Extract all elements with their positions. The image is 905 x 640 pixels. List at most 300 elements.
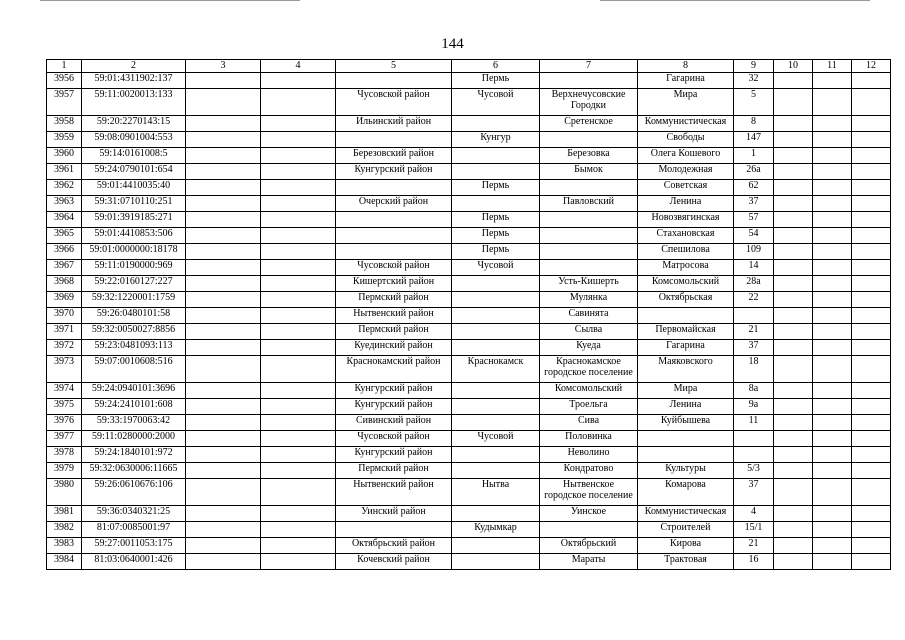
column-header: 10 (774, 60, 813, 73)
table-cell (852, 415, 891, 431)
column-header: 12 (852, 60, 891, 73)
table-cell (852, 292, 891, 308)
table-cell (852, 308, 891, 324)
table-cell (186, 180, 261, 196)
table-cell (813, 324, 852, 340)
table-cell (813, 292, 852, 308)
table-cell (452, 116, 540, 132)
table-cell (261, 431, 336, 447)
table-cell (774, 180, 813, 196)
table-cell (186, 431, 261, 447)
table-cell (774, 340, 813, 356)
header-row (47, 60, 891, 73)
table-row (47, 522, 891, 538)
table-cell (261, 132, 336, 148)
table-cell: Комсомольский (638, 276, 734, 292)
table-cell (336, 132, 452, 148)
table-cell (813, 73, 852, 89)
table-cell: 22 (734, 292, 774, 308)
table-cell: 3961 (47, 164, 82, 180)
table-cell (261, 228, 336, 244)
table-cell: 3958 (47, 116, 82, 132)
table-cell: Куйбышева (638, 415, 734, 431)
table-cell (261, 196, 336, 212)
table-cell (261, 276, 336, 292)
table-cell: 37 (734, 196, 774, 212)
table-cell (540, 260, 638, 276)
table-cell (186, 340, 261, 356)
table-cell: 3966 (47, 244, 82, 260)
table-cell (852, 260, 891, 276)
table-cell (540, 228, 638, 244)
table-cell (852, 116, 891, 132)
table-cell (540, 212, 638, 228)
table-cell (774, 554, 813, 570)
table-cell: 3977 (47, 431, 82, 447)
table-cell (452, 196, 540, 212)
table-cell: 8 (734, 116, 774, 132)
table-row (47, 554, 891, 570)
table-cell (261, 447, 336, 463)
table-cell (261, 148, 336, 164)
table-cell (852, 447, 891, 463)
table-row (47, 244, 891, 260)
table-cell (852, 356, 891, 383)
table-cell: 1 (734, 148, 774, 164)
table-cell (452, 324, 540, 340)
table-cell (261, 479, 336, 506)
table-cell (452, 538, 540, 554)
table-cell (813, 276, 852, 292)
table-cell (774, 324, 813, 340)
table-cell (261, 180, 336, 196)
table-cell (452, 463, 540, 479)
table-cell (774, 89, 813, 116)
table-cell: Березовка (540, 148, 638, 164)
table-row (47, 260, 891, 276)
table-cell (261, 383, 336, 399)
table-row (47, 463, 891, 479)
table-cell: 3975 (47, 399, 82, 415)
table-row (47, 148, 891, 164)
table-cell (186, 116, 261, 132)
table-row (47, 356, 891, 383)
column-header: 7 (540, 60, 638, 73)
table-cell (813, 244, 852, 260)
table-cell (774, 308, 813, 324)
table-cell (813, 554, 852, 570)
table-cell (186, 148, 261, 164)
table-cell (186, 196, 261, 212)
table-cell: Чусовской район (336, 260, 452, 276)
table-cell: Ильинский район (336, 116, 452, 132)
table-cell: Сретенское (540, 116, 638, 132)
table-cell (852, 244, 891, 260)
table-cell: 59:01:4410853:506 (82, 228, 186, 244)
table-cell: Спешилова (638, 244, 734, 260)
table-cell (452, 415, 540, 431)
table-cell: Мира (638, 383, 734, 399)
table-cell (261, 212, 336, 228)
table-row (47, 180, 891, 196)
table-cell: 15/1 (734, 522, 774, 538)
table-cell (774, 506, 813, 522)
table-cell: 81:03:0640001:426 (82, 554, 186, 570)
table-cell: 14 (734, 260, 774, 276)
table-cell (774, 212, 813, 228)
table-cell: 59:26:0610676:106 (82, 479, 186, 506)
table-cell (813, 308, 852, 324)
table-cell (774, 447, 813, 463)
page-number: 144 (441, 36, 464, 52)
table-cell: 59:26:0480101:58 (82, 308, 186, 324)
table-cell (261, 260, 336, 276)
table-cell: 3981 (47, 506, 82, 522)
table-cell (813, 228, 852, 244)
table-cell (774, 148, 813, 164)
table-cell: Октябрьский (540, 538, 638, 554)
table-cell (734, 308, 774, 324)
table-cell: Мулянка (540, 292, 638, 308)
table-cell (813, 340, 852, 356)
table-cell (774, 116, 813, 132)
table-cell (336, 180, 452, 196)
table-cell: 9а (734, 399, 774, 415)
table-cell: 59:24:1840101:972 (82, 447, 186, 463)
table-cell: Пермский район (336, 324, 452, 340)
table-cell: 59:23:0481093:113 (82, 340, 186, 356)
table-cell: Краснокамск (452, 356, 540, 383)
table-cell: 3962 (47, 180, 82, 196)
table-cell (186, 463, 261, 479)
table-cell: 59:07:0010608:516 (82, 356, 186, 383)
table-cell (186, 538, 261, 554)
table-cell: Советская (638, 180, 734, 196)
table-cell (813, 356, 852, 383)
table-cell (261, 554, 336, 570)
table-cell: Уинское (540, 506, 638, 522)
table-cell (852, 89, 891, 116)
table-cell: Сылва (540, 324, 638, 340)
table-row (47, 324, 891, 340)
table-cell (774, 260, 813, 276)
table-row (47, 447, 891, 463)
table-cell: 5/3 (734, 463, 774, 479)
table-row (47, 132, 891, 148)
table-cell (261, 89, 336, 116)
table-cell: Пермь (452, 73, 540, 89)
table-cell (813, 431, 852, 447)
table-cell (852, 148, 891, 164)
table-cell (813, 538, 852, 554)
table-cell (540, 132, 638, 148)
table-cell: Матросова (638, 260, 734, 276)
table-cell (852, 196, 891, 212)
table-row (47, 399, 891, 415)
table-cell (540, 180, 638, 196)
table-row (47, 292, 891, 308)
table-cell (261, 73, 336, 89)
table-cell: 59:01:4410035:40 (82, 180, 186, 196)
table-cell (261, 399, 336, 415)
table-cell: Кунгурский район (336, 399, 452, 415)
table-cell: 59:31:0710110:251 (82, 196, 186, 212)
table-cell: Комарова (638, 479, 734, 506)
table-cell (186, 212, 261, 228)
table-cell: Пермь (452, 180, 540, 196)
table-cell: 3969 (47, 292, 82, 308)
table-cell (813, 116, 852, 132)
table-cell: Сивинский район (336, 415, 452, 431)
table-cell (186, 324, 261, 340)
table-cell: 81:07:0085001:97 (82, 522, 186, 538)
table-cell: Молодежная (638, 164, 734, 180)
table-cell (452, 276, 540, 292)
table-cell: 59:32:1220001:1759 (82, 292, 186, 308)
table-cell (774, 292, 813, 308)
table-cell (852, 73, 891, 89)
table-cell (813, 180, 852, 196)
table-cell: 147 (734, 132, 774, 148)
table-cell: Сива (540, 415, 638, 431)
table-cell: Пермь (452, 228, 540, 244)
column-header: 9 (734, 60, 774, 73)
table-cell: 3983 (47, 538, 82, 554)
scan-top-line-right (600, 0, 870, 1)
table-cell: 59:01:3919185:271 (82, 212, 186, 228)
table-cell: Савинята (540, 308, 638, 324)
table-cell: 59:36:0340321:25 (82, 506, 186, 522)
table-cell (261, 506, 336, 522)
table-cell (774, 522, 813, 538)
table-cell (813, 522, 852, 538)
table-cell: Свободы (638, 132, 734, 148)
table-cell (540, 244, 638, 260)
table-cell: 3972 (47, 340, 82, 356)
table-row (47, 276, 891, 292)
table-cell (852, 180, 891, 196)
table-cell: 59:20:2270143:15 (82, 116, 186, 132)
table-cell: 3960 (47, 148, 82, 164)
table-cell (261, 116, 336, 132)
table-cell: 59:24:0940101:3696 (82, 383, 186, 399)
table-cell (852, 132, 891, 148)
table-cell (540, 73, 638, 89)
table-row (47, 479, 891, 506)
table-row (47, 308, 891, 324)
table-cell (774, 228, 813, 244)
table-cell (852, 538, 891, 554)
table-cell: 59:11:0280000:2000 (82, 431, 186, 447)
table-cell: Новозвягинская (638, 212, 734, 228)
table-cell (261, 415, 336, 431)
table-cell: Березовский район (336, 148, 452, 164)
table-cell: 3984 (47, 554, 82, 570)
table-cell: 3979 (47, 463, 82, 479)
table-cell (774, 431, 813, 447)
table-cell: Комсомольский (540, 383, 638, 399)
table-cell (813, 89, 852, 116)
table-cell (638, 431, 734, 447)
table-cell: 21 (734, 538, 774, 554)
table-cell: Мараты (540, 554, 638, 570)
column-header: 3 (186, 60, 261, 73)
table-cell (734, 431, 774, 447)
table-cell: Павловский (540, 196, 638, 212)
table-row (47, 431, 891, 447)
table-row (47, 212, 891, 228)
table-cell: 57 (734, 212, 774, 228)
table-cell (774, 415, 813, 431)
table-cell (186, 415, 261, 431)
table-cell: 3978 (47, 447, 82, 463)
table-cell: Октябрьский район (336, 538, 452, 554)
table-cell: 59:11:0190000:969 (82, 260, 186, 276)
table-cell (852, 164, 891, 180)
table-cell (852, 522, 891, 538)
table-cell: Мира (638, 89, 734, 116)
table-cell: Пермь (452, 212, 540, 228)
column-header: 2 (82, 60, 186, 73)
table-cell: 3968 (47, 276, 82, 292)
table-cell: 59:22:0160127:227 (82, 276, 186, 292)
scan-top-line-left (40, 0, 300, 1)
table-cell (261, 164, 336, 180)
table-cell: 59:24:0790101:654 (82, 164, 186, 180)
table-cell (261, 324, 336, 340)
table-cell: Чусовой (452, 260, 540, 276)
table-cell (774, 463, 813, 479)
table-cell (261, 538, 336, 554)
table-cell: Чусовской район (336, 89, 452, 116)
table-cell: 28а (734, 276, 774, 292)
column-header: 4 (261, 60, 336, 73)
table-cell: Первомайская (638, 324, 734, 340)
table-cell: 3980 (47, 479, 82, 506)
table-cell: Уинский район (336, 506, 452, 522)
table-cell: 59:11:0020013:133 (82, 89, 186, 116)
table-cell: Олега Кошевого (638, 148, 734, 164)
table-cell: 3982 (47, 522, 82, 538)
table-cell: Ленина (638, 399, 734, 415)
table-cell (186, 132, 261, 148)
table-cell (186, 522, 261, 538)
table-cell: 5 (734, 89, 774, 116)
table-cell: 109 (734, 244, 774, 260)
table-cell (638, 308, 734, 324)
table-body (47, 73, 891, 570)
table-cell: 3959 (47, 132, 82, 148)
table-cell (336, 212, 452, 228)
table-cell (774, 132, 813, 148)
table-cell: 3973 (47, 356, 82, 383)
table-cell: 3976 (47, 415, 82, 431)
table-cell (452, 148, 540, 164)
table-cell: 59:32:0630006:11665 (82, 463, 186, 479)
table-cell (186, 399, 261, 415)
table-cell: Кишертский район (336, 276, 452, 292)
table-cell (186, 244, 261, 260)
table-cell: 59:33:1970063:42 (82, 415, 186, 431)
table-cell (852, 506, 891, 522)
table-cell (813, 132, 852, 148)
table-cell (186, 89, 261, 116)
table-row (47, 89, 891, 116)
table-cell (452, 399, 540, 415)
table-cell (813, 383, 852, 399)
table-cell (186, 228, 261, 244)
table-cell (774, 276, 813, 292)
table-cell (186, 356, 261, 383)
column-header: 6 (452, 60, 540, 73)
table-row (47, 415, 891, 431)
table-cell: Краснокамский район (336, 356, 452, 383)
table-cell (813, 506, 852, 522)
table-cell: Коммунистическая (638, 116, 734, 132)
table-cell (852, 228, 891, 244)
table-cell (186, 447, 261, 463)
table-cell: Маяковского (638, 356, 734, 383)
table-cell (774, 479, 813, 506)
table-cell (452, 383, 540, 399)
table-cell: 37 (734, 340, 774, 356)
table-cell (186, 164, 261, 180)
table-cell (774, 356, 813, 383)
table-cell: 62 (734, 180, 774, 196)
table-cell: 59:01:0000000:18178 (82, 244, 186, 260)
table-cell: Чусовой (452, 431, 540, 447)
table-cell: 18 (734, 356, 774, 383)
table-cell: 3963 (47, 196, 82, 212)
table-cell (452, 308, 540, 324)
table-row (47, 506, 891, 522)
table-cell (186, 276, 261, 292)
table-cell: Бымок (540, 164, 638, 180)
table-cell (813, 196, 852, 212)
table-cell (186, 554, 261, 570)
table-cell (336, 244, 452, 260)
table-cell: Кунгурский район (336, 383, 452, 399)
table-cell (852, 276, 891, 292)
table-cell: Верхнечусовские Городки (540, 89, 638, 116)
table-cell (813, 447, 852, 463)
table-cell (852, 324, 891, 340)
table-cell: 59:32:0050027:8856 (82, 324, 186, 340)
table-cell: Кочевский район (336, 554, 452, 570)
table-cell (852, 399, 891, 415)
table-cell (261, 308, 336, 324)
table-cell: Половинка (540, 431, 638, 447)
table-cell (452, 340, 540, 356)
table-row (47, 196, 891, 212)
table-cell (852, 479, 891, 506)
table-cell: Усть-Кишерть (540, 276, 638, 292)
table-cell: Пермский район (336, 292, 452, 308)
table-row (47, 340, 891, 356)
table-cell (186, 292, 261, 308)
table-cell: Кунгурский район (336, 447, 452, 463)
table-cell: 59:08:0901004:553 (82, 132, 186, 148)
table-cell (852, 463, 891, 479)
table-cell: Пермь (452, 244, 540, 260)
table-cell: Строителей (638, 522, 734, 538)
table-cell (452, 447, 540, 463)
table-cell: 3965 (47, 228, 82, 244)
table-cell (813, 164, 852, 180)
table-cell (186, 308, 261, 324)
table-cell: 26а (734, 164, 774, 180)
table-cell: 4 (734, 506, 774, 522)
